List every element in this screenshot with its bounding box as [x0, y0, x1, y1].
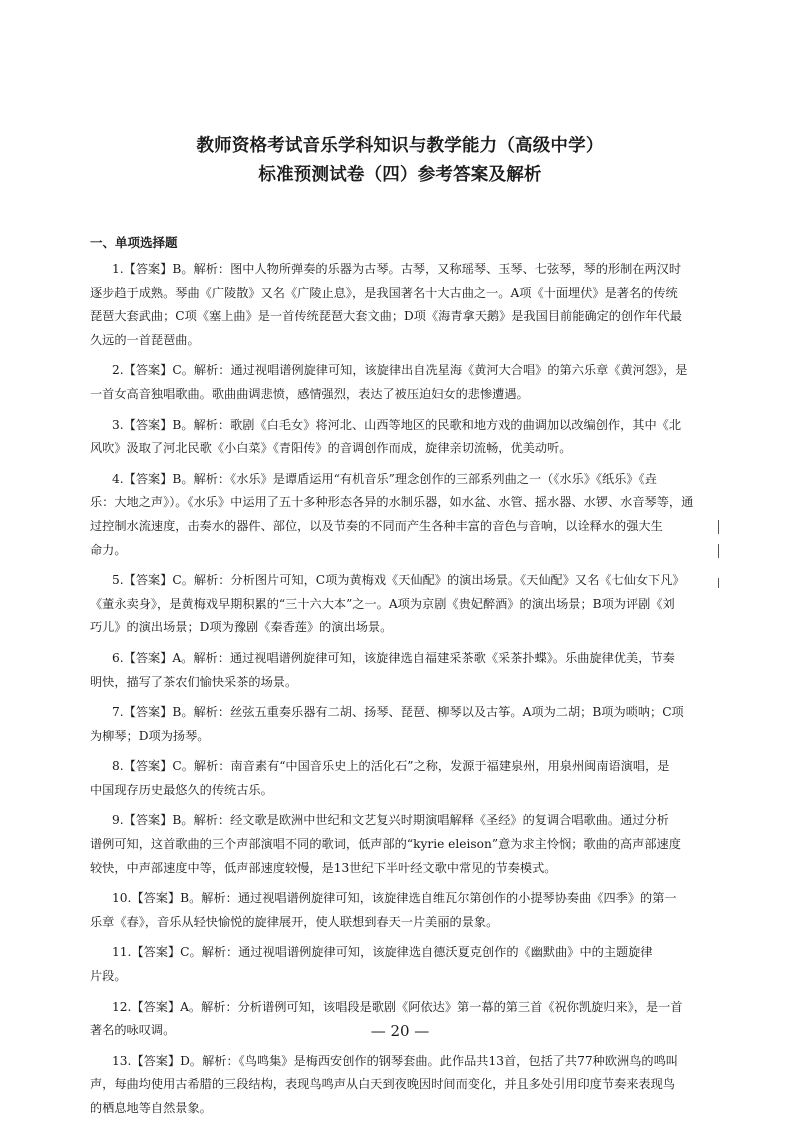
answer-item: [90, 569, 702, 640]
answer-line: 6.【答案】A。解析：通过视唱谱例旋律可知，该旋律选自福建采茶歌《采茶扑蝶》。乐曲旋律优美，节奏: [112, 650, 675, 665]
answer-line: 一首女高音独唱歌曲。歌曲曲调悲愤，感情强烈，表达了被压迫妇女的悲惨遭遇。: [90, 386, 529, 401]
answer-line: 久远的一首琵琶曲。: [90, 332, 200, 347]
answer-line: 8.【答案】C。解析：南音素有“中国音乐史上的活化石”之称，发源于福建泉州，用泉州闽南语演唱，是: [112, 759, 670, 774]
answer-line: 琵琶大套武曲；C项《塞上曲》是一首传统琵琶大套文曲；D项《海青拿天鹅》是我国目前能确定的创作年代最: [90, 309, 682, 324]
answer-line: 4.【答案】B。解析：《水乐》是谭盾运用“有机音乐”理念创作的三部系列曲之一（《水乐》《纸乐》《垚: [112, 471, 657, 486]
answer-list: [90, 258, 702, 1121]
answer-item: [90, 359, 702, 406]
answer-item: [90, 887, 702, 934]
document-subtitle: 标准预测试卷（四）参考答案及解析: [258, 165, 542, 185]
answer-line: 10.【答案】B。解析：通过视唱谱例旋律可知，该旋律选自维瓦尔第创作的小提琴协奏曲《四季》的第一: [112, 891, 677, 906]
margin-mark: [718, 520, 719, 534]
page-number: — 20 —: [370, 1022, 430, 1040]
answer-line: 12.【答案】A。解析：分析谱例可知，该唱段是歌剧《阿依达》第一幕的第三首《祝你凯旋归来》，是一首: [112, 999, 683, 1014]
answer-line: 逐步趋于成熟。琴曲《广陵散》又名《广陵止息》，是我国著名十大古曲之一。A项《十面埋伏》是著名的传统: [90, 285, 678, 300]
answer-line: 风吹》汲取了河北民歌《小白菜》《青阳传》的音调创作而成，旋律亲切流畅，优美动听。: [90, 441, 572, 456]
answer-line: 2.【答案】C。解析：通过视唱谱例旋律可知，该旋律出自冼星海《黄河大合唱》的第六乐章《黄河怨》，是: [112, 363, 688, 378]
answer-line: 较快，中声部速度中等，低声部速度较慢，是13世纪下半叶经文歌中常见的节奏模式。: [90, 860, 557, 875]
answer-line: 11.【答案】C。解析：通过视唱谱例旋律可知，该旋律选自德沃夏克创作的《幽默曲》中的主题旋律: [112, 945, 653, 960]
margin-mark: [718, 578, 719, 588]
answer-line: 乐：大地之声》）。《水乐》中运用了五十多种形态各异的水制乐器，如水盆、水管、摇水器、水锣、水音琴等，通: [90, 495, 694, 510]
answer-line: 声，每曲均使用古希腊的三段结构，表现鸟鸣声从白天到夜晚因时间而变化，并且多处引用印度节奏来表现鸟: [90, 1077, 675, 1092]
answer-line: 的栖息地等自然景象。: [90, 1101, 212, 1115]
answer-line: 7.【答案】B。解析：丝弦五重奏乐器有二胡、扬琴、琵琶、柳琴以及古筝。A项为二胡；B项为唢呐；C项: [112, 705, 684, 720]
answer-line: 过控制水流速度，击奏水的器件、部位，以及节奏的不同而产生各种丰富的音色与音响，以诠释水的强大生: [90, 518, 663, 533]
answer-item: [90, 468, 702, 562]
answer-item: [90, 414, 702, 461]
section-heading: 一、单项选择题: [90, 235, 178, 250]
answer-item: [90, 701, 702, 748]
answer-item: [90, 647, 702, 694]
answer-item: [90, 941, 702, 988]
answer-line: 3.【答案】B。解析：歌剧《白毛女》将河北、山西等地区的民歌和地方戏的曲调加以改编创作，其中《北: [112, 417, 682, 432]
answer-line: 《董永卖身》，是黄梅戏早期积累的“三十六大本”之一。A项为京剧《贵妃醉酒》的演出场景；B项为评剧《刘: [90, 596, 675, 611]
answer-line: 9.【答案】B。解析：经文歌是欧洲中世纪和文艺复兴时期演唱解释《圣经》的复调合唱歌曲。通过分析: [112, 813, 669, 828]
answer-line: 明快，描写了茶农们愉快采茶的场景。: [90, 674, 298, 689]
answer-item: [90, 755, 702, 802]
answer-item: [90, 1050, 702, 1121]
answer-line: 1.【答案】B。解析：图中人物所弹奏的乐器为古琴。古琴，又称瑶琴、玉琴、七弦琴，琴的形制在两汉时: [112, 262, 682, 276]
answer-item: [90, 258, 702, 352]
answer-line: 片段。: [90, 969, 127, 984]
answer-line: 巧儿》的演出场景；D项为豫剧《秦香莲》的演出场景。: [90, 620, 393, 635]
answer-line: 13.【答案】D。解析：《鸟鸣集》是梅西安创作的钢琴套曲。此作品共13首，包括了共77种欧洲鸟的鸣叫: [112, 1053, 678, 1068]
answer-line: 中国现存历史最悠久的传统古乐。: [90, 782, 273, 797]
answer-line: 5.【答案】C。解析：分析图片可知，C项为黄梅戏《天仙配》的演出场景。《天仙配》又名《七仙女下凡》: [112, 573, 685, 588]
answer-line: 著名的咏叹调。: [90, 1023, 176, 1038]
answer-line: 乐章《春》，音乐从轻快愉悦的旋律展开，使人联想到春天一片美丽的景象。: [90, 914, 499, 929]
answer-line: 命力。: [90, 542, 127, 557]
answer-line: 谱例可知，这首歌曲的三个声部演唱不同的歌词，低声部的“kyrie eleison”意为求主怜悯；歌曲的高声部速度: [90, 837, 681, 852]
answer-line: 为柳琴；D项为扬琴。: [90, 728, 210, 743]
answer-item: [90, 809, 702, 880]
document-title: 教师资格考试音乐学科知识与教学能力（高级中学）: [196, 136, 604, 156]
margin-mark: [718, 544, 719, 558]
